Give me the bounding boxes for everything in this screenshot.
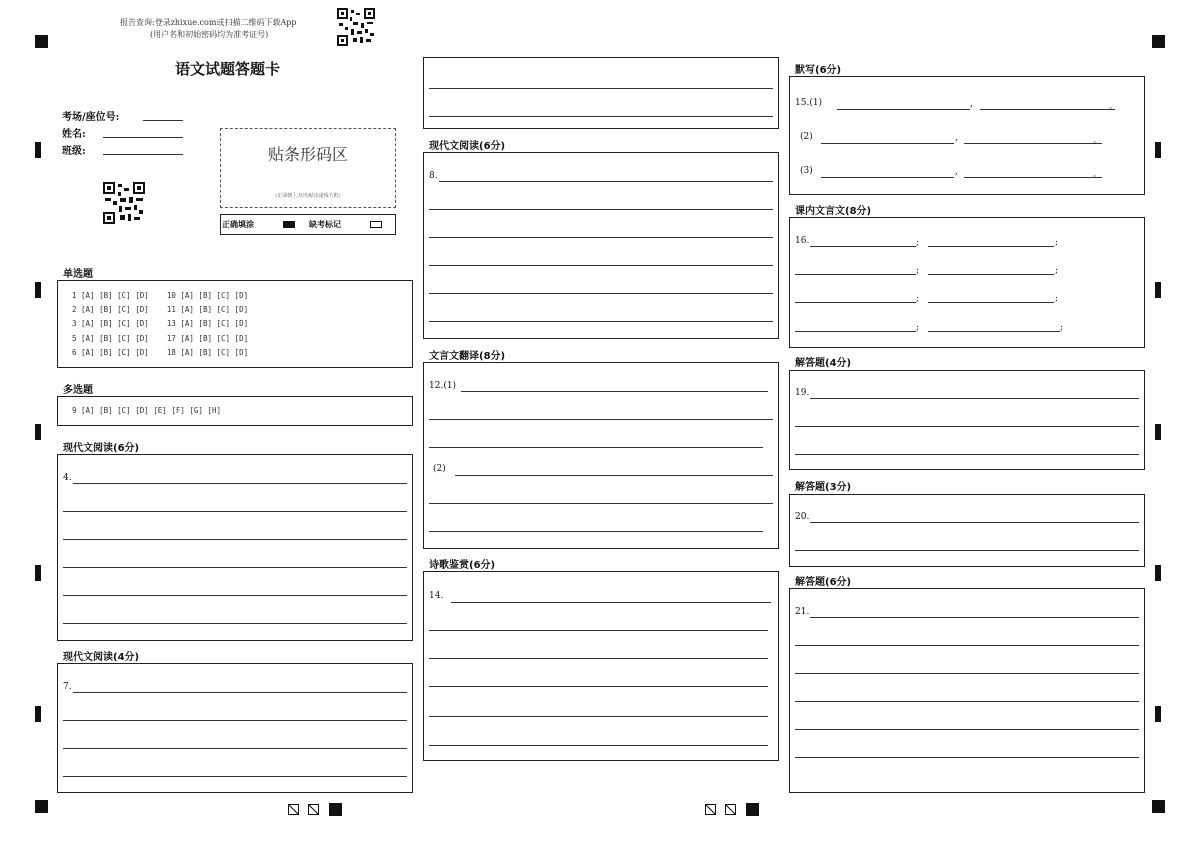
timing-mark <box>35 282 41 298</box>
choice-row[interactable]: 6 [A] [B] [C] [D] 18 [A] [B] [C] [D] <box>72 348 249 357</box>
answer-line[interactable] <box>63 511 407 512</box>
answer-line[interactable] <box>461 391 768 392</box>
semicolon: ; <box>916 266 920 276</box>
answer-box-20 <box>789 494 1145 567</box>
section-title: 现代文阅读(6分) <box>63 443 140 454</box>
answer-line[interactable] <box>795 454 1139 455</box>
answer-line[interactable] <box>63 720 407 721</box>
answer-line[interactable] <box>63 748 407 749</box>
answer-line[interactable] <box>821 143 954 144</box>
page-marker-box <box>705 804 716 815</box>
question-number: 15.(1) <box>795 98 823 108</box>
answer-line[interactable] <box>928 331 1060 332</box>
page-title: 语文试题答题卡 <box>175 60 281 78</box>
answer-box-21 <box>789 588 1145 793</box>
fill-legend <box>220 214 396 235</box>
answer-line[interactable] <box>964 177 1102 178</box>
section-title: 现代文阅读(4分) <box>63 652 140 663</box>
timing-mark <box>35 142 41 158</box>
answer-line[interactable] <box>795 757 1139 758</box>
section-title: 解答题(3分) <box>795 482 852 493</box>
answer-line[interactable] <box>63 595 407 596</box>
answer-line[interactable] <box>63 539 407 540</box>
answer-line[interactable] <box>63 567 407 568</box>
answer-line[interactable] <box>429 716 768 717</box>
page-marker-box <box>308 804 319 815</box>
period: 。 <box>1093 170 1103 180</box>
answer-line[interactable] <box>795 331 916 332</box>
answer-line[interactable] <box>451 602 771 603</box>
semicolon: ; <box>916 323 920 333</box>
semicolon: ; <box>1055 238 1059 248</box>
choice-row[interactable]: 1 [A] [B] [C] [D] 10 [A] [B] [C] [D] <box>72 291 249 300</box>
class-label: 班级: <box>62 146 86 157</box>
answer-line[interactable] <box>429 209 773 210</box>
answer-box-14 <box>423 571 779 761</box>
comma: , <box>955 133 958 143</box>
answer-line[interactable] <box>980 109 1115 110</box>
answer-line[interactable] <box>429 237 773 238</box>
answer-line[interactable] <box>429 686 768 687</box>
name-field[interactable] <box>103 137 183 138</box>
page-marker-box <box>288 804 299 815</box>
barcode-label: 贴条形码区 <box>267 145 348 164</box>
answer-line[interactable] <box>928 246 1054 247</box>
answer-line[interactable] <box>429 447 763 448</box>
barcode-area <box>220 128 396 208</box>
question-number: 12.(1) <box>429 381 457 391</box>
question-number: (2) <box>800 132 813 142</box>
answer-line[interactable] <box>73 692 407 693</box>
page-marker-box <box>725 804 736 815</box>
semicolon: ; <box>1055 294 1059 304</box>
seat-label: 考场/座位号: <box>62 112 120 123</box>
question-number: 20. <box>795 512 810 522</box>
answer-line[interactable] <box>795 426 1139 427</box>
answer-line[interactable] <box>795 729 1139 730</box>
semicolon: ; <box>916 238 920 248</box>
period: 。 <box>1093 136 1103 146</box>
question-number: 19. <box>795 388 810 398</box>
qr-code-top <box>337 8 375 46</box>
answer-line[interactable] <box>795 274 916 275</box>
single-choice-title: 单选题 <box>63 269 93 280</box>
timing-mark <box>1155 565 1161 581</box>
qr-code-student <box>103 182 145 224</box>
semicolon: ; <box>1055 266 1059 276</box>
section-title: 诗歌鉴赏(6分) <box>429 560 496 571</box>
answer-line[interactable] <box>429 321 773 322</box>
period: 。 <box>1109 102 1119 112</box>
answer-line[interactable] <box>429 658 768 659</box>
semicolon: ; <box>916 294 920 304</box>
choice-row[interactable]: 3 [A] [B] [C] [D] 13 [A] [B] [C] [D] <box>72 319 249 328</box>
answer-line[interactable] <box>429 265 773 266</box>
answer-line[interactable] <box>429 293 773 294</box>
answer-line[interactable] <box>964 143 1102 144</box>
name-label: 姓名: <box>62 129 86 140</box>
timing-mark <box>35 424 41 440</box>
answer-line[interactable] <box>455 475 773 476</box>
semicolon: ; <box>1060 323 1064 333</box>
correct-fill-label: 正确填涂 <box>222 219 254 229</box>
answer-line[interactable] <box>810 522 1139 523</box>
answer-line[interactable] <box>795 645 1139 646</box>
answer-line[interactable] <box>429 531 763 532</box>
answer-line[interactable] <box>810 246 916 247</box>
registration-mark <box>35 800 48 813</box>
answer-line[interactable] <box>63 623 407 624</box>
timing-mark <box>35 565 41 581</box>
section-title: 解答题(6分) <box>795 577 852 588</box>
timing-mark <box>1155 142 1161 158</box>
page-marker-filled <box>746 803 759 816</box>
answer-box-19 <box>789 370 1145 470</box>
timing-mark <box>35 706 41 722</box>
question-number: 21. <box>795 607 810 617</box>
comma: , <box>955 167 958 177</box>
answer-line[interactable] <box>429 88 773 89</box>
answer-line[interactable] <box>429 630 768 631</box>
answer-line[interactable] <box>429 419 773 420</box>
page-marker-filled <box>329 803 342 816</box>
comma: , <box>970 99 973 109</box>
multi-choice-title: 多选题 <box>63 385 93 396</box>
question-number: (2) <box>433 464 446 474</box>
answer-line[interactable] <box>63 776 407 777</box>
question-number: 4. <box>63 473 72 483</box>
answer-box-16 <box>789 217 1145 348</box>
answer-line[interactable] <box>429 745 768 746</box>
timing-mark <box>1155 424 1161 440</box>
report-line-2: (用户名和初始密码均为准考证号) <box>150 30 269 39</box>
question-number: 14. <box>429 591 444 601</box>
answer-line[interactable] <box>810 398 1139 399</box>
timing-mark <box>1155 282 1161 298</box>
answer-box-7 <box>57 663 413 793</box>
answer-line[interactable] <box>429 503 773 504</box>
question-number: 7. <box>63 682 72 692</box>
registration-mark <box>1152 35 1165 48</box>
registration-mark <box>35 35 48 48</box>
answer-line[interactable] <box>928 274 1054 275</box>
section-title: 默写(6分) <box>795 65 842 76</box>
report-line-1: 报告查询:登录zhixue.com或扫描二维码下载App <box>120 18 297 27</box>
section-title: 现代文阅读(6分) <box>429 141 506 152</box>
section-title: 解答题(4分) <box>795 358 852 369</box>
answer-line[interactable] <box>795 701 1139 702</box>
absent-mark-box[interactable] <box>370 221 382 228</box>
answer-line[interactable] <box>821 177 954 178</box>
class-field[interactable] <box>103 154 183 155</box>
correct-fill-sample <box>283 221 295 228</box>
answer-line[interactable] <box>795 673 1139 674</box>
answer-line[interactable] <box>928 302 1054 303</box>
answer-line[interactable] <box>73 483 407 484</box>
absent-mark-label: 缺考标记 <box>309 219 341 229</box>
answer-line[interactable] <box>439 181 773 182</box>
seat-field[interactable] <box>143 120 183 121</box>
section-title: 文言文翻译(8分) <box>429 351 506 362</box>
section-title: 课内文言文(8分) <box>795 206 872 217</box>
barcode-note: (正面朝上,切勿贴出虚线方框) <box>275 193 341 199</box>
choice-row[interactable]: 5 [A] [B] [C] [D] 17 [A] [B] [C] [D] <box>72 334 249 343</box>
continuation-box <box>423 57 779 129</box>
choice-row[interactable]: 2 [A] [B] [C] [D] 11 [A] [B] [C] [D] <box>72 305 249 314</box>
choice-row[interactable]: 9 [A] [B] [C] [D] [E] [F] [G] [H] <box>72 406 222 415</box>
question-number: 8. <box>429 171 438 181</box>
question-number: 16. <box>795 236 810 246</box>
question-number: (3) <box>800 166 813 176</box>
registration-mark <box>1152 800 1165 813</box>
answer-line[interactable] <box>810 617 1139 618</box>
answer-line[interactable] <box>429 116 773 117</box>
answer-line[interactable] <box>837 109 970 110</box>
answer-line[interactable] <box>795 550 1139 551</box>
answer-line[interactable] <box>795 302 916 303</box>
timing-mark <box>1155 706 1161 722</box>
